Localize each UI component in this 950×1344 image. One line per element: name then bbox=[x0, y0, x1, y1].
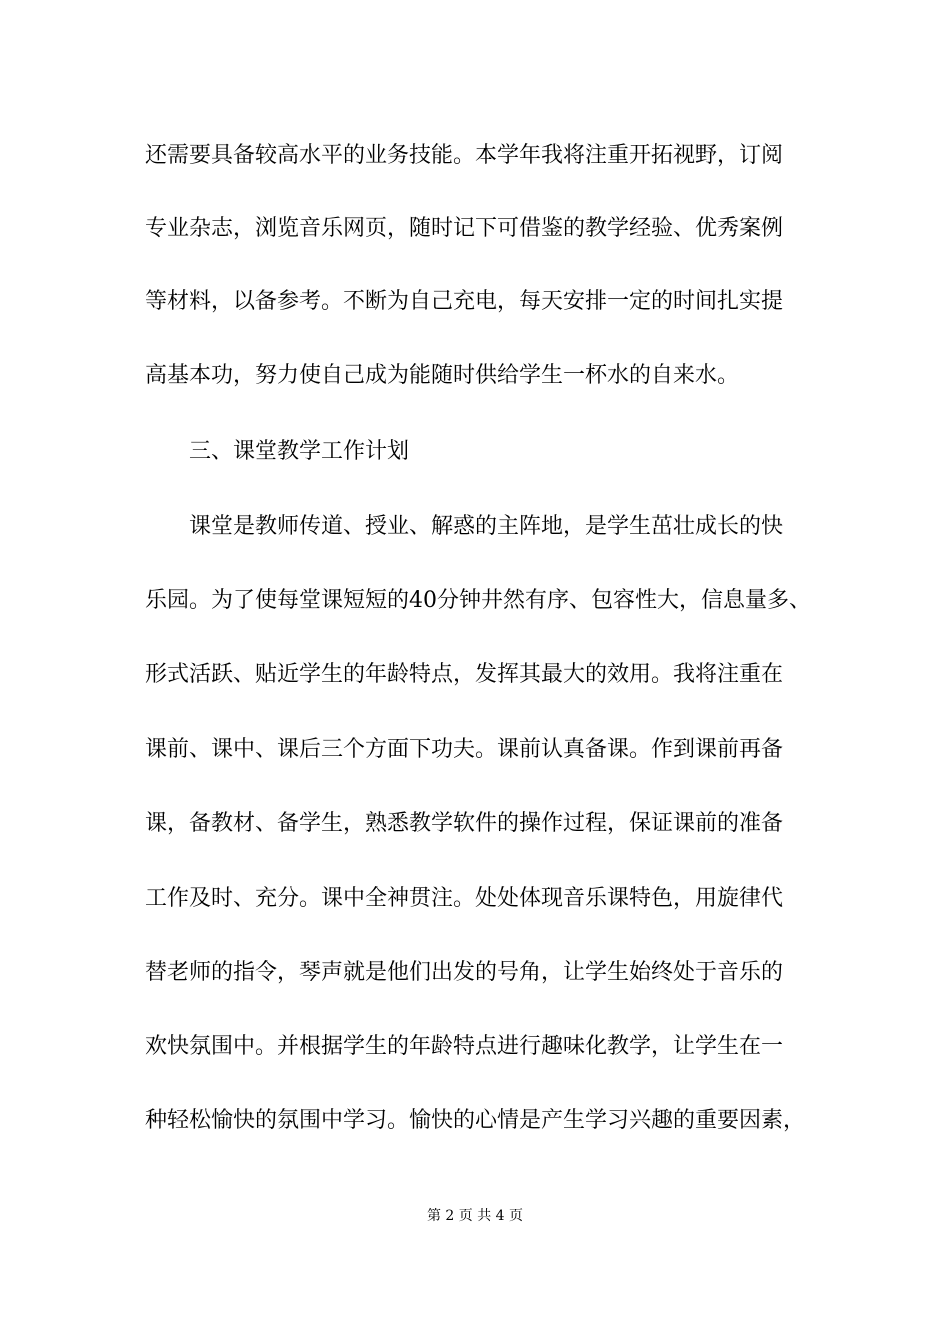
text-line: 课堂是教师传道、授业、解惑的主阵地，是学生茁壮成长的快 bbox=[189, 514, 784, 539]
text-line: 还需要具备较高水平的业务技能。本学年我将注重开拓视野，订阅 bbox=[145, 143, 784, 168]
text-line: 乐园。为了使每堂课短短的40分钟井然有序、包容性大，信息量多、 bbox=[145, 588, 811, 613]
text-line: 替老师的指令，琴声就是他们出发的号角，让学生始终处于音乐的 bbox=[145, 960, 784, 985]
text-line: 课，备教材、备学生，熟悉教学软件的操作过程，保证课前的准备 bbox=[145, 811, 784, 836]
page-footer: 第 2 页 共 4 页 bbox=[426, 1208, 524, 1224]
section-heading: 三、课堂教学工作计划 bbox=[189, 439, 410, 464]
text-line: 种轻松愉快的氛围中学习。愉快的心情是产生学习兴趣的重要因素， bbox=[145, 1108, 806, 1133]
text-line: 形式活跃、贴近学生的年龄特点，发挥其最大的效用。我将注重在 bbox=[145, 662, 784, 687]
text-line: 工作及时、充分。课中全神贯注。处处体现音乐课特色，用旋律代 bbox=[145, 886, 784, 911]
text-line: 课前、课中、课后三个方面下功夫。课前认真备课。作到课前再备 bbox=[145, 737, 784, 762]
text-line: 专业杂志，浏览音乐网页，随时记下可借鉴的教学经验、优秀案例 bbox=[145, 216, 784, 241]
text-line: 等材料，以备参考。不断为自己充电，每天安排一定的时间扎实提 bbox=[145, 289, 784, 314]
text-line: 欢快氛围中。并根据学生的年龄特点进行趣味化教学，让学生在一 bbox=[145, 1034, 784, 1059]
text-line: 高基本功，努力使自己成为能随时供给学生一杯水的自来水。 bbox=[145, 363, 740, 388]
